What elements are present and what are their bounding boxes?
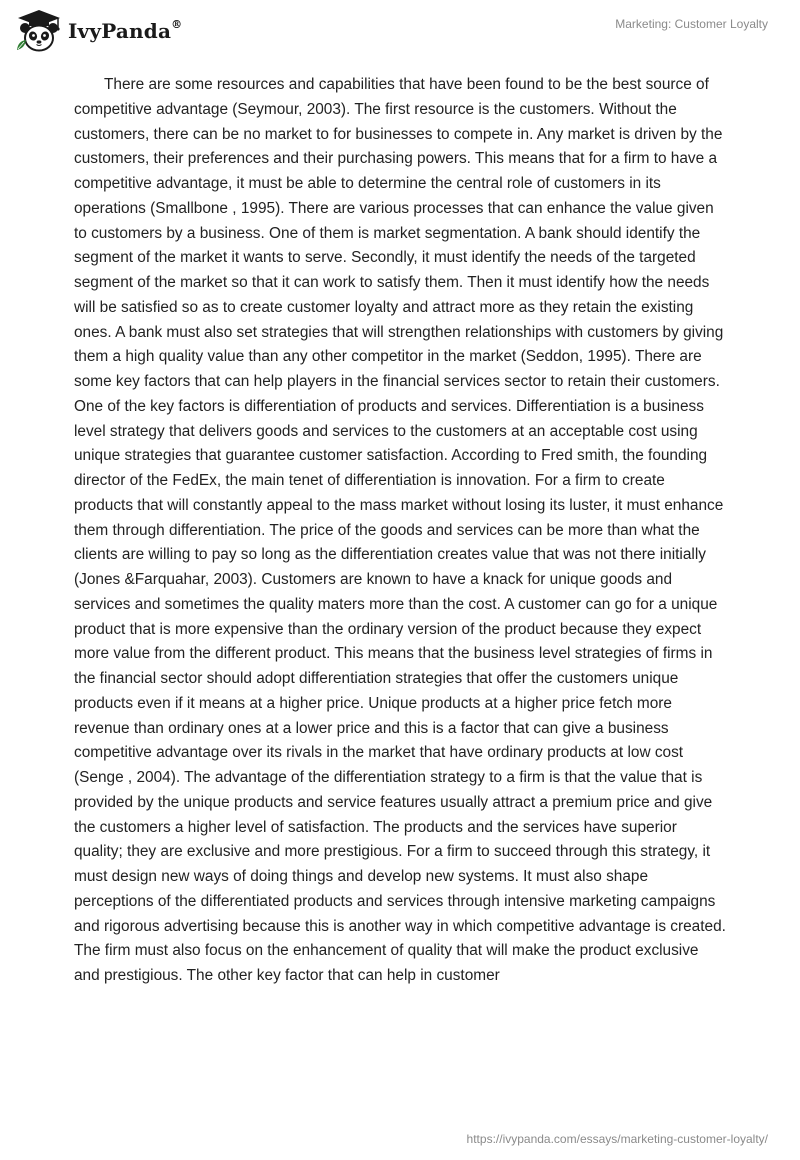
ivypanda-logo[interactable] — [14, 8, 182, 54]
source-url[interactable]: https://ivypanda.com/essays/marketing-customer-loyalty/ — [466, 1132, 768, 1146]
body-paragraph: There are some resources and capabilities that have been found to be the best source of competitive advantage (Seymour, 2003). The first resource is the customers. Without the customers, there can be no market to for businesses to compete in. Any market is driven by the customers, their preferences and their purchasing powers. This means that for a firm to have a competitive advantage, it must be able to determine the central role of customers in its operations (Smallbone , 1995). There are various processes that can enhance the value given to customers by a business. One of them is market segmentation. A bank should identify the segment of the market it wants to serve. Secondly, it must identify the needs of the targeted segment of the market so that it can work to satisfy them. Then it must identify how the needs will be satisfied so as to create customer loyalty and attract more as they retain the existing ones. A bank must also set strategies that will strengthen relationships with customers by giving them a high quality value than any other competitor in the market (Seddon, 1995). There are some key factors that can help players in the financial services sector to retain their customers. One of the key factors is differentiation of products and services. Differentiation is a business level strategy that delivers goods and services to the customers at an acceptable cost using unique strategies that guarantee customer satisfaction. According to Fred smith, the founding director of the FedEx, the main tenet of differentiation is innovation. For a firm to create products that will constantly appeal to the mass market without losing its luster, it must enhance them through differentiation. The price of the goods and services can be more than what the clients are willing to pay so long as the differentiation creates value that was not there initially (Jones &Farquahar, 2003). Customers are known to have a knack for unique goods and services and sometimes the quality maters more than the cost. A customer can go for a unique product that is more expensive than the ordinary version of the product because they expect more value from the different product. This means that the business level strategies of firms in the financial sector should adopt differentiation strategies that offer the customers unique products even if it means at a higher price. Unique products at a higher price fetch more revenue than ordinary ones at a lower price and this is a factor that can give a business competitive advantage over its rivals in the market that have ordinary products at low cost (Senge , 2004). The advantage of the differentiation strategy to a firm is that the value that is provided by the unique products and service features usually attract a premium price and give the customers a higher level of satisfaction. The products and the services have superior quality; they are exclusive and more prestigious. For a firm to succeed through this strategy, it must design new ways of doing things and develop new systems. It must also shape perceptions of the differentiated products and services through intensive marketing campaigns and rigorous advertising because this is another way in which competitive advantage is created. The firm must also focus on the enhancement of quality that will make the product exclusive and prestigious. The other key factor that can help in customer — [74, 76, 726, 984]
document-title: Marketing: Customer Loyalty — [615, 17, 768, 31]
panda-graduation-cap-icon — [14, 8, 64, 54]
brand-name — [68, 19, 182, 43]
registered-mark: ® — [171, 18, 183, 32]
page-header — [0, 0, 800, 60]
essay-body — [74, 73, 728, 989]
brand-name-text: IvyPanda — [68, 19, 172, 43]
